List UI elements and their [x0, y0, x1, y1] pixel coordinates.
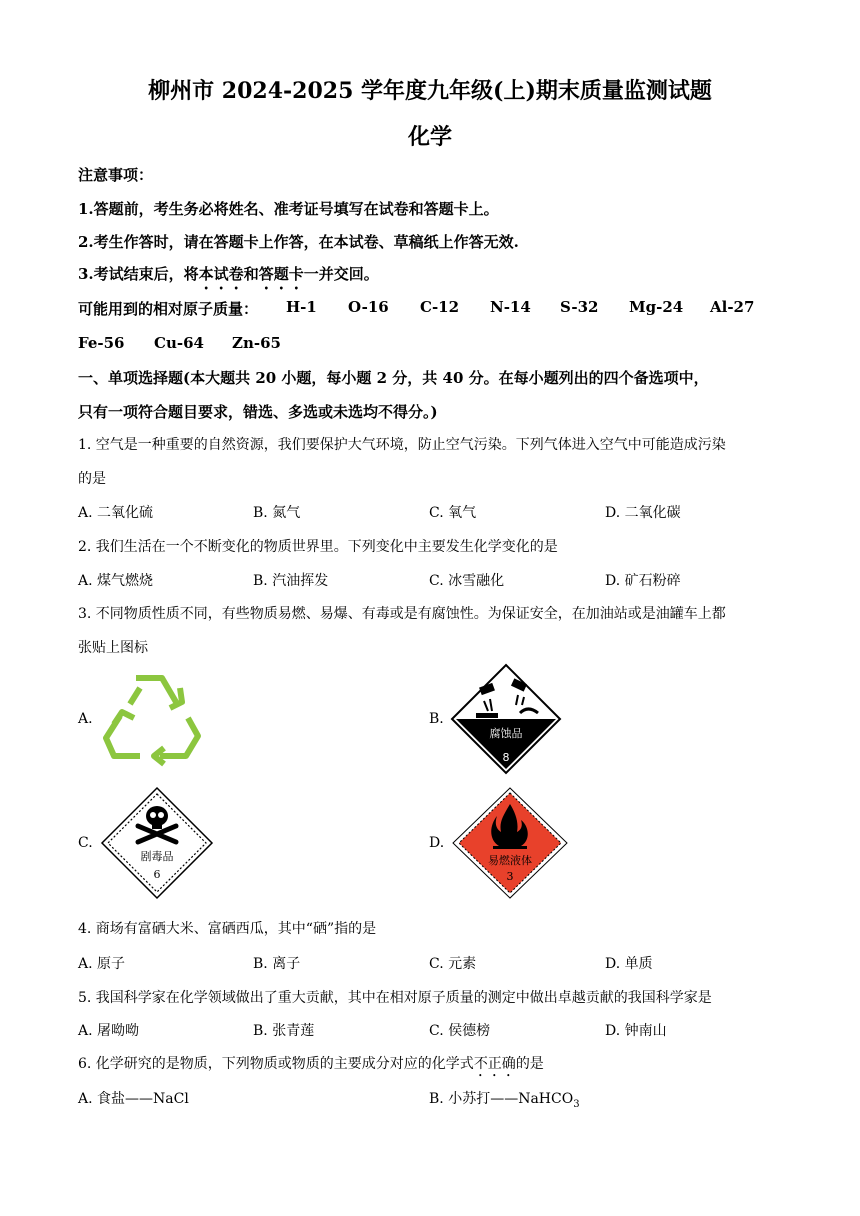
atomic-masses-label: 可能用到的相对原子质量：: [78, 300, 259, 318]
q3-option-a-label: A.: [78, 711, 93, 727]
exam-title: 柳州市 2024-2025 学年度九年级(上)期末质量监测试题: [148, 78, 712, 104]
q6-option-a: A. 食盐——NaCl: [78, 1091, 189, 1107]
q6-stem-suffix: 的是: [515, 1056, 544, 1072]
mass-al: Al-27: [710, 298, 755, 316]
q2-option-b: B. 汽油挥发: [253, 573, 329, 589]
note-item-3-suffix: 一并交回。: [303, 265, 379, 283]
q4-option-d: D. 单质: [605, 956, 653, 972]
mass-s: S-32: [560, 298, 599, 316]
q2-option-a: A. 煤气燃烧: [78, 573, 154, 589]
q5-option-b: B. 张青莲: [253, 1023, 315, 1039]
q1-option-c: C. 氧气: [429, 505, 477, 521]
q2-option-d: D. 矿石粉碎: [605, 573, 681, 589]
q1-stem-line1: 1. 空气是一种重要的自然资源，我们要保护大气环境，防止空气污染。下列气体进入空气中可能造成污染: [78, 437, 726, 453]
q2-option-c: C. 冰雪融化: [429, 573, 505, 589]
mass-h: H-1: [286, 298, 317, 316]
mass-mg: Mg-24: [629, 298, 684, 316]
q3-option-c-label: C.: [78, 835, 93, 851]
mass-n: N-14: [490, 298, 531, 316]
mass-fe: Fe-56: [78, 334, 125, 352]
q3-option-d-label: D.: [429, 835, 445, 851]
q1-option-d: D. 二氧化碳: [605, 505, 681, 521]
corrosive-sign-icon: [450, 663, 562, 775]
flammable-sign-icon: [451, 786, 569, 900]
q6-stem-prefix: 6. 化学研究的是物质，下列物质或物质的主要成分对应的化学式: [78, 1056, 474, 1072]
q3-stem-line1: 3. 不同物质性质不同，有些物质易燃、易爆、有毒或是有腐蚀性。为保证安全，在加油站或是油罐车上都: [78, 606, 726, 622]
q5-stem: 5. 我国科学家在化学领域做出了重大贡献，其中在相对原子质量的测定中做出卓越贡献的我国科学家是: [78, 990, 712, 1006]
q5-option-d: D. 钟南山: [605, 1023, 667, 1039]
mass-zn: Zn-65: [232, 334, 281, 352]
note-item-3-prefix: 3.考试结束后，将: [78, 265, 199, 283]
q6-option-b-text: B. 小苏打——NaHCO: [429, 1091, 574, 1107]
q3-stem-line2: 张贴上图标: [78, 640, 148, 656]
note-item-3-emph1: 本试卷: [198, 265, 244, 283]
section1-line1: 一、单项选择题(本大题共 20 小题，每小题 2 分，共 40 分。在每小题列出的四个备选项中，: [78, 369, 709, 387]
section1-line2: 只有一项符合题目要求，错选、多选或未选均不得分。): [78, 403, 438, 421]
q1-option-b: B. 氮气: [253, 505, 301, 521]
subject-title: 化学: [407, 124, 452, 150]
flammable-sign-number: 3: [506, 870, 514, 883]
note-item-3: [78, 263, 379, 293]
mass-cu: Cu-64: [154, 334, 204, 352]
mass-o: O-16: [348, 298, 389, 316]
corrosive-sign-text: 腐蚀品: [489, 727, 523, 740]
toxic-sign-text: 剧毒品: [140, 850, 174, 863]
q1-option-a: A. 二氧化硫: [78, 505, 154, 521]
flammable-sign-text: 易燃液体: [488, 854, 532, 867]
q2-stem: 2. 我们生活在一个不断变化的物质世界里。下列变化中主要发生化学变化的是: [78, 539, 558, 555]
corrosive-sign-number: 8: [502, 751, 510, 764]
toxic-sign-icon: [100, 786, 214, 900]
mass-c: C-12: [420, 298, 460, 316]
q5-option-a: A. 屠呦呦: [78, 1023, 140, 1039]
q4-option-a: A. 原子: [78, 956, 126, 972]
q3-option-b-label: B.: [429, 711, 444, 727]
q6-stem-emphasis: 不正确: [473, 1056, 516, 1072]
q4-stem: 4. 商场有富硒大米、富硒西瓜，其中“硒”指的是: [78, 921, 377, 937]
q6-option-b: [429, 1088, 580, 1110]
q4-option-b: B. 离子: [253, 956, 301, 972]
q6-stem: [78, 1053, 544, 1080]
q4-option-c: C. 元素: [429, 956, 477, 972]
note-item-3-emph2: 答题卡: [258, 265, 304, 283]
recycle-icon: [100, 668, 202, 768]
toxic-sign-number: 6: [153, 868, 161, 881]
q6-option-b-subscript: 3: [573, 1098, 580, 1110]
q1-stem-line2: 的是: [78, 471, 106, 487]
note-item-2: 2.考生作答时，请在答题卡上作答，在本试卷、草稿纸上作答无效.: [78, 233, 519, 251]
note-item-3-mid: 和: [243, 265, 259, 283]
q5-option-c: C. 侯德榜: [429, 1023, 491, 1039]
note-item-1: 1.答题前，考生务必将姓名、准考证号填写在试卷和答题卡上。: [78, 200, 499, 218]
notes-heading: 注意事项：: [78, 166, 154, 184]
